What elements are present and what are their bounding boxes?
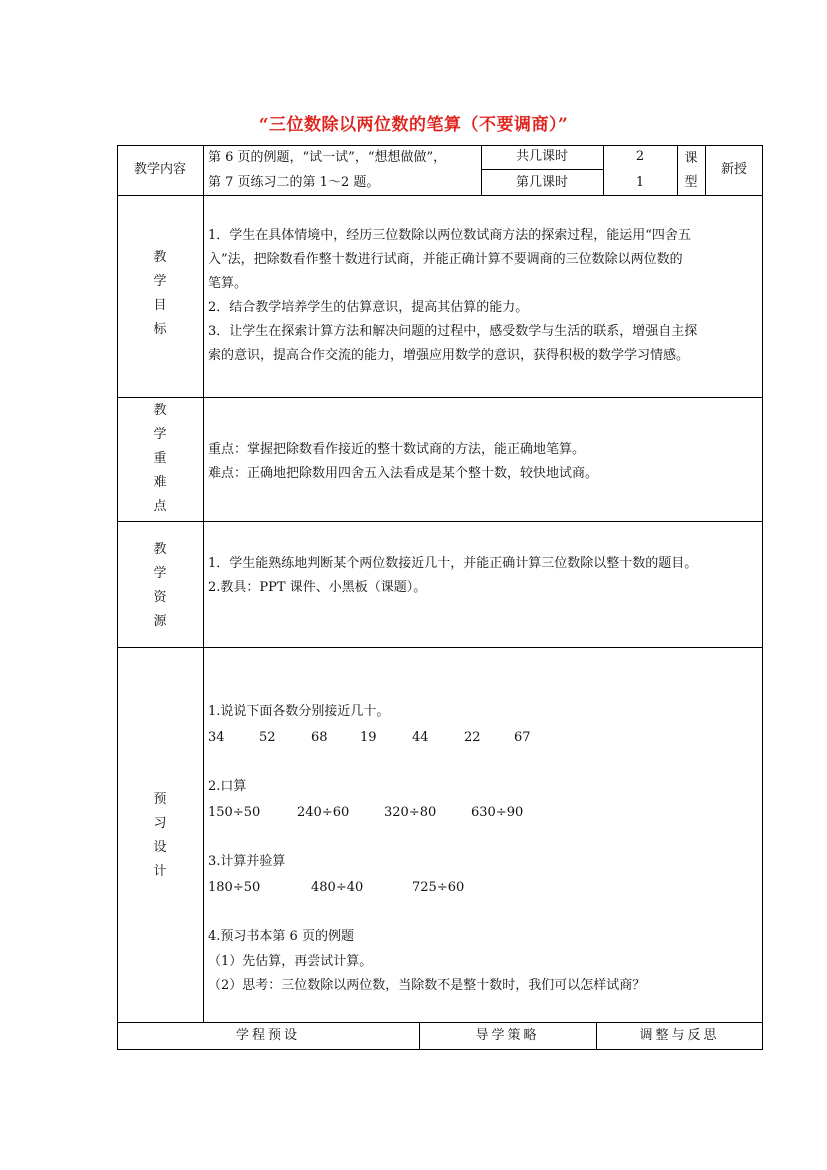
- calc-item-3: 725÷60: [412, 880, 465, 895]
- resources-label: 教 学 资 源: [153, 542, 167, 629]
- current-period-value: 1: [635, 175, 645, 190]
- calc-item-2: 480÷40: [311, 880, 364, 895]
- oral-item-4: 630÷90: [471, 805, 524, 820]
- number-34: 34: [208, 730, 225, 745]
- oral-item-3: 320÷80: [384, 805, 437, 820]
- number-52: 52: [259, 730, 276, 745]
- oral-item-1: 150÷50: [208, 805, 261, 820]
- footer-adjust-reflect: 调整与反思: [639, 1028, 720, 1043]
- footer-guidance-strategy: 导学策略: [475, 1028, 540, 1043]
- lesson-type-value: 新授: [720, 162, 747, 177]
- page-title: “三位数除以两位数的笔算（不要调商）”: [258, 115, 569, 135]
- preview-question-4: 4.预习书本第 6 页的例题: [208, 929, 354, 944]
- goals-label: 教 学 目 标: [153, 250, 167, 337]
- preview-question-3: 3.计算并验算: [208, 854, 286, 869]
- goals-text: 1．学生在具体情境中，经历三位数除以两位数试商方法的探索过程，能运用“四舍五 入”法，把除数看作整十数进行试商，并能正确计算不要调商的三位数除以两位数的 笔算。 2．结合教学培养学生的估算意识，提高其估算的能力。 3．让学生在探索计算方法和解决问题的过程中，感受数学与生活的联系，增强自主探 索的意识，提高合作交流的能力，增强应用数学的意识，获得积极的数学学习情感。: [208, 228, 698, 363]
- number-67: 67: [514, 730, 531, 745]
- calc-item-1: 180÷50: [208, 880, 261, 895]
- preview-label: 预 习 设 计: [153, 792, 167, 879]
- preview-question-1: 1.说说下面各数分别接近几十。: [208, 704, 390, 719]
- total-periods-label: 共几课时: [515, 149, 568, 164]
- keypoints-label: 教 学 重 难 点: [153, 403, 167, 514]
- resources-text: 1．学生能熟练地判断某个两位数接近几十，并能正确计算三位数除以整十数的题目。 2.教具：PPT 课件、小黑板（课题）。: [208, 556, 698, 595]
- number-68: 68: [311, 730, 328, 745]
- content-line-1: 第 6 页的例题，“试一试”，“想想做做”，: [208, 150, 447, 165]
- preview-question-2: 2.口算: [208, 779, 247, 794]
- preview-question-4-1: （1）先估算，再尝试计算。: [208, 954, 373, 969]
- content-label: 教学内容: [133, 162, 186, 177]
- footer-study-plan: 学程预设: [235, 1028, 300, 1043]
- number-22: 22: [464, 730, 481, 745]
- keypoints-text: 重点：掌握把除数看作接近的整十数试商的方法，能正确地笔算。 难点：正确地把除数用四舍五入法看成是某个整十数，较快地试商。: [208, 442, 599, 481]
- preview-question-4-2: （2）思考：三位数除以两位数，当除数不是整十数时，我们可以怎样试商？: [208, 978, 646, 993]
- lesson-plan-table: [117, 145, 763, 1050]
- current-period-label: 第几课时: [515, 175, 568, 190]
- total-periods-value: 2: [635, 149, 645, 164]
- number-19: 19: [360, 730, 377, 745]
- lesson-type-label-2: 型: [684, 175, 698, 190]
- oral-item-2: 240÷60: [297, 805, 350, 820]
- lesson-type-label-1: 课: [684, 151, 698, 166]
- content-line-2: 第 7 页练习二的第 1～2 题。: [208, 175, 380, 190]
- number-44: 44: [412, 730, 429, 745]
